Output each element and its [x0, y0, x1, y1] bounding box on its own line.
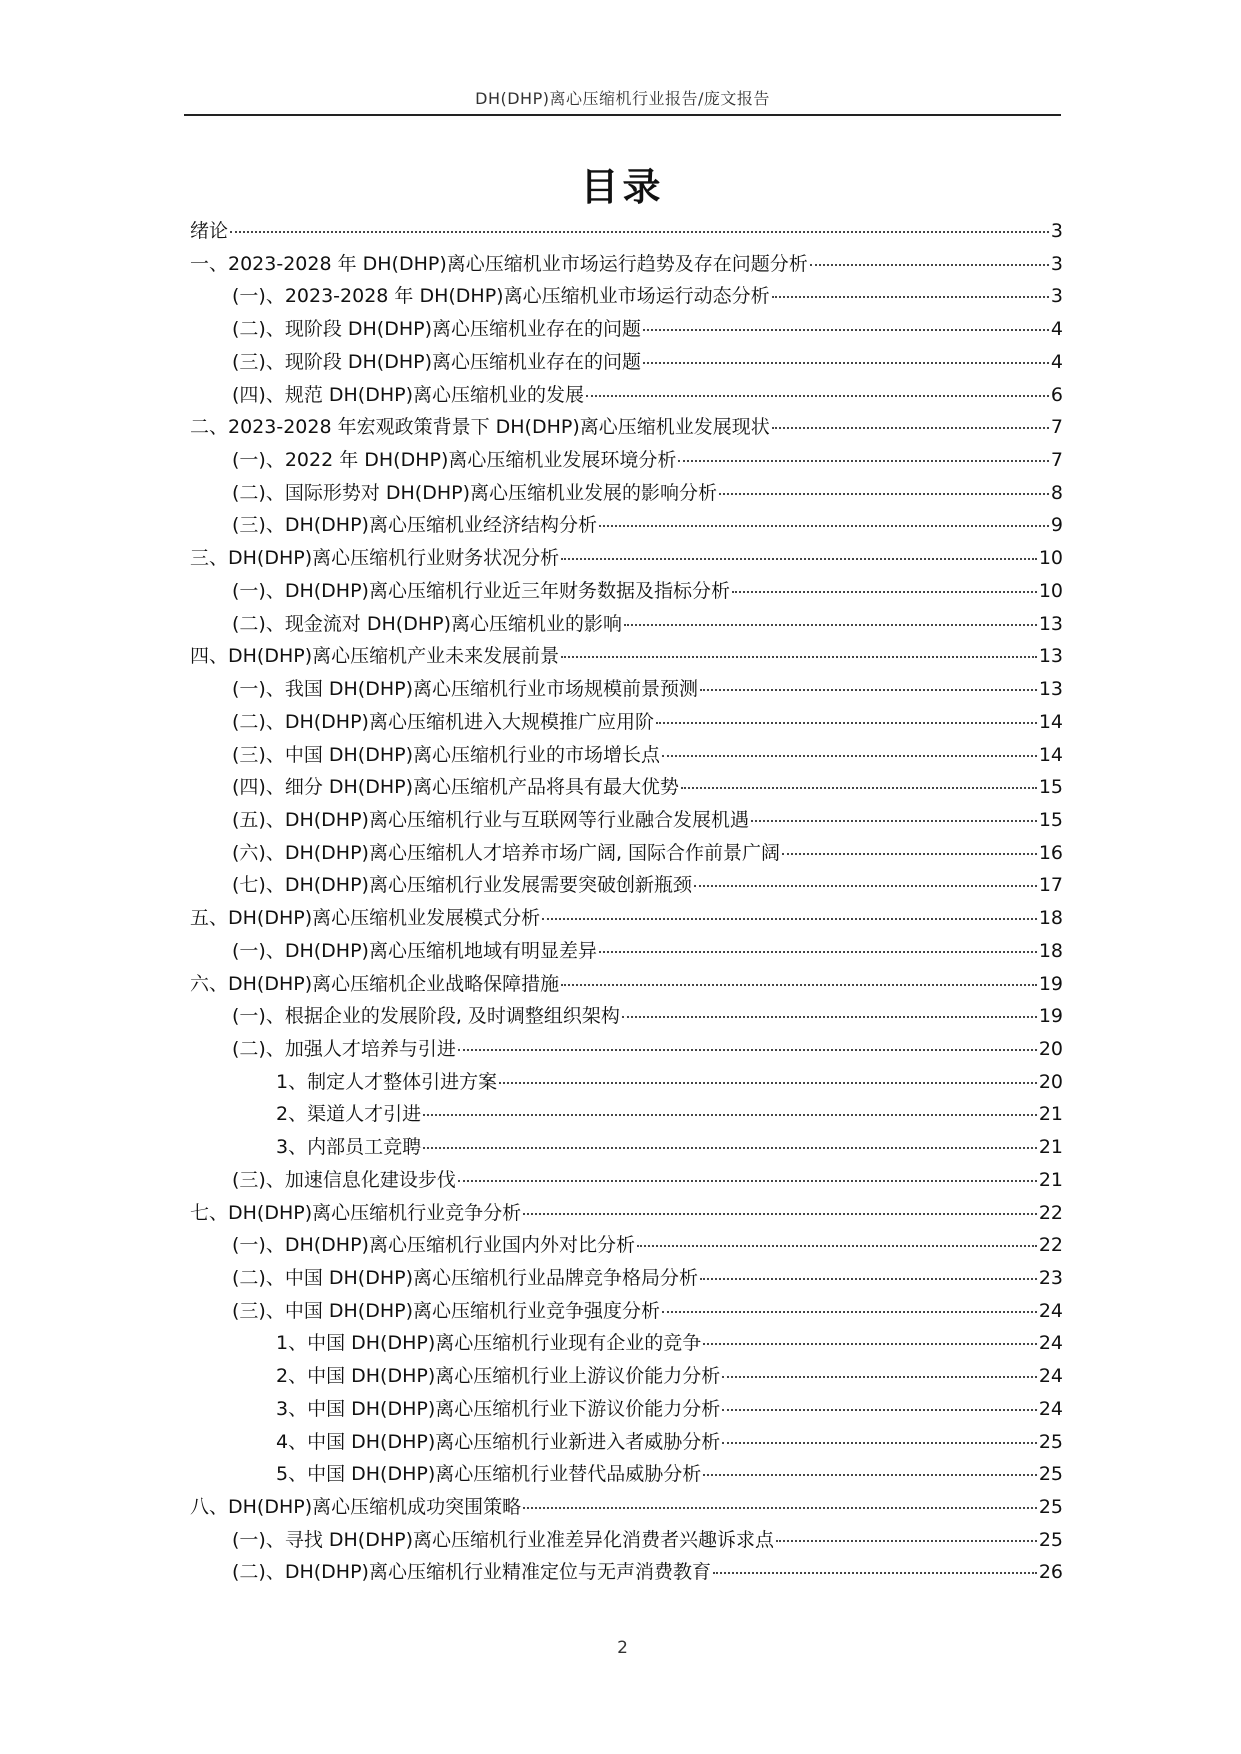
header-divider	[184, 114, 1061, 116]
toc-dot-leader	[681, 787, 1037, 789]
toc-dot-leader	[732, 591, 1037, 593]
toc-entry[interactable]	[190, 1033, 1063, 1066]
toc-dot-leader	[523, 1213, 1037, 1215]
toc-entry-page: 14	[1038, 710, 1063, 733]
toc-entry[interactable]	[190, 968, 1063, 1001]
toc-dot-leader	[458, 1049, 1037, 1051]
toc-entry[interactable]	[190, 1229, 1063, 1262]
toc-entry-title: 六、DH(DHP)离心压缩机企业战略保障措施	[190, 972, 560, 995]
toc-entry-page: 13	[1038, 645, 1063, 668]
toc-entry[interactable]	[190, 935, 1063, 968]
toc-entry-title: 4、中国 DH(DHP)离心压缩机行业新进入者威胁分析	[276, 1430, 721, 1453]
toc-entry-title: (一)、我国 DH(DHP)离心压缩机行业市场规模前景预测	[232, 678, 698, 701]
toc-entry-title: 五、DH(DHP)离心压缩机业发展模式分析	[190, 907, 541, 930]
toc-entry-title: (七)、DH(DHP)离心压缩机行业发展需要突破创新瓶颈	[232, 874, 692, 897]
toc-entry-title: (一)、根据企业的发展阶段, 及时调整组织架构	[232, 1005, 620, 1028]
toc-entry[interactable]	[190, 542, 1063, 575]
toc-entry[interactable]	[190, 215, 1063, 248]
toc-entry[interactable]	[190, 1098, 1063, 1131]
toc-entry[interactable]	[190, 706, 1063, 739]
toc-dot-leader	[499, 1082, 1037, 1084]
toc-entry-page: 13	[1038, 678, 1063, 701]
toc-entry-title: 1、制定人才整体引进方案	[276, 1070, 498, 1093]
toc-entry-title: (一)、2023-2028 年 DH(DHP)离心压缩机业市场运行动态分析	[232, 285, 770, 308]
toc-entry-title: (二)、国际形势对 DH(DHP)离心压缩机业发展的影响分析	[232, 481, 717, 504]
toc-dot-leader	[782, 853, 1037, 855]
toc-entry-page: 14	[1038, 743, 1063, 766]
toc-entry-page: 6	[1050, 383, 1063, 406]
toc-entry-page: 20	[1038, 1070, 1063, 1093]
toc-dot-leader	[624, 624, 1037, 626]
toc-entry-title: 3、内部员工竞聘	[276, 1136, 422, 1159]
toc-dot-leader	[772, 427, 1049, 429]
toc-entry-page: 24	[1038, 1397, 1063, 1420]
toc-dot-leader	[810, 264, 1049, 266]
toc-dot-leader	[599, 525, 1049, 527]
toc-entry[interactable]	[190, 902, 1063, 935]
toc-entry-page: 15	[1038, 808, 1063, 831]
toc-entry[interactable]	[190, 869, 1063, 902]
toc-entry-page: 22	[1038, 1201, 1063, 1224]
toc-entry[interactable]	[190, 1458, 1063, 1491]
toc-entry-title: (四)、规范 DH(DHP)离心压缩机业的发展	[232, 383, 584, 406]
toc-entry-title: (五)、DH(DHP)离心压缩机行业与互联网等行业融合发展机遇	[232, 808, 749, 831]
toc-entry[interactable]	[190, 1393, 1063, 1426]
toc-entry[interactable]	[190, 313, 1063, 346]
toc-dot-leader	[703, 1343, 1037, 1345]
running-header: DH(DHP)离心压缩机行业报告/庞文报告	[475, 89, 770, 108]
page-number: 2	[617, 1638, 628, 1658]
toc-entry-title: (三)、中国 DH(DHP)离心压缩机行业的市场增长点	[232, 743, 660, 766]
toc-entry-page: 16	[1038, 841, 1063, 864]
toc-dot-leader	[678, 460, 1049, 462]
toc-dot-leader	[643, 362, 1049, 364]
toc-entry-page: 25	[1038, 1430, 1063, 1453]
toc-entry[interactable]	[190, 575, 1063, 608]
toc-entry-page: 24	[1038, 1365, 1063, 1388]
toc-entry[interactable]	[190, 477, 1063, 510]
toc-dot-leader	[662, 755, 1037, 757]
toc-entry[interactable]	[190, 804, 1063, 837]
toc-dot-leader	[523, 1507, 1037, 1509]
toc-dot-leader	[561, 558, 1037, 560]
toc-entry-page: 15	[1038, 776, 1063, 799]
toc-entry-page: 25	[1038, 1463, 1063, 1486]
toc-dot-leader	[637, 1245, 1037, 1247]
toc-dot-leader	[423, 1147, 1037, 1149]
toc-dot-leader	[772, 296, 1049, 298]
toc-entry[interactable]	[190, 1131, 1063, 1164]
toc-entry[interactable]	[190, 1556, 1063, 1589]
toc-entry-title: (三)、现阶段 DH(DHP)离心压缩机业存在的问题	[232, 350, 641, 373]
toc-entry-title: (二)、DH(DHP)离心压缩机进入大规模推广应用阶	[232, 710, 654, 733]
toc-entry-page: 17	[1038, 874, 1063, 897]
toc-entry-title: 5、中国 DH(DHP)离心压缩机行业替代品威胁分析	[276, 1463, 702, 1486]
toc-dot-leader	[700, 1278, 1037, 1280]
toc-entry-page: 22	[1038, 1234, 1063, 1257]
toc-entry[interactable]	[190, 739, 1063, 772]
toc-entry-title: (二)、DH(DHP)离心压缩机行业精准定位与无声消费教育	[232, 1561, 711, 1584]
table-of-contents	[190, 215, 1063, 1589]
toc-entry[interactable]	[190, 1262, 1063, 1295]
toc-dot-leader	[656, 722, 1037, 724]
toc-entry[interactable]	[190, 771, 1063, 804]
toc-entry-title: (三)、DH(DHP)离心压缩机业经济结构分析	[232, 514, 597, 537]
toc-entry[interactable]	[190, 837, 1063, 870]
toc-entry-page: 3	[1050, 252, 1063, 275]
toc-entry-page: 21	[1038, 1136, 1063, 1159]
toc-entry[interactable]	[190, 640, 1063, 673]
toc-entry-page: 23	[1038, 1267, 1063, 1289]
toc-dot-leader	[599, 951, 1037, 953]
toc-dot-leader	[458, 1180, 1037, 1182]
toc-dot-leader	[713, 1572, 1037, 1574]
toc-title: 目录	[580, 165, 665, 209]
toc-entry-title: 绪论	[190, 220, 229, 242]
toc-dot-leader	[423, 1114, 1037, 1116]
toc-entry-page: 8	[1050, 481, 1063, 504]
toc-dot-leader	[662, 1311, 1037, 1313]
toc-entry-page: 18	[1038, 907, 1063, 930]
toc-entry-title: (三)、加速信息化建设步伐	[232, 1168, 456, 1191]
toc-entry-title: 二、2023-2028 年宏观政策背景下 DH(DHP)离心压缩机业发展现状	[190, 416, 770, 439]
toc-entry-page: 4	[1050, 350, 1063, 373]
toc-dot-leader	[586, 395, 1049, 397]
toc-entry-title: 八、DH(DHP)离心压缩机成功突围策略	[190, 1496, 522, 1519]
toc-entry[interactable]	[190, 346, 1063, 379]
toc-entry-title: 一、2023-2028 年 DH(DHP)离心压缩机业市场运行趋势及存在问题分析	[190, 252, 808, 275]
toc-entry-title: 1、中国 DH(DHP)离心压缩机行业现有企业的竞争	[276, 1332, 702, 1355]
toc-entry[interactable]	[190, 1360, 1063, 1393]
toc-dot-leader	[751, 820, 1037, 822]
toc-entry-title: (二)、中国 DH(DHP)离心压缩机行业品牌竞争格局分析	[232, 1267, 698, 1289]
toc-entry-title: (三)、中国 DH(DHP)离心压缩机行业竞争强度分析	[232, 1299, 660, 1322]
toc-entry[interactable]	[190, 411, 1063, 444]
toc-dot-leader	[776, 1540, 1037, 1542]
toc-entry-title: 3、中国 DH(DHP)离心压缩机行业下游议价能力分析	[276, 1397, 721, 1420]
toc-entry-title: 2、中国 DH(DHP)离心压缩机行业上游议价能力分析	[276, 1365, 721, 1388]
toc-entry-page: 25	[1038, 1528, 1063, 1551]
toc-dot-leader	[561, 656, 1037, 658]
toc-entry-page: 7	[1050, 449, 1063, 472]
toc-entry-page: 10	[1038, 579, 1063, 602]
toc-entry[interactable]	[190, 280, 1063, 313]
toc-dot-leader	[561, 984, 1037, 986]
toc-entry-page: 19	[1038, 1005, 1063, 1028]
toc-entry-title: (二)、现阶段 DH(DHP)离心压缩机业存在的问题	[232, 318, 641, 341]
toc-entry-page: 7	[1050, 416, 1063, 439]
toc-entry[interactable]	[190, 1295, 1063, 1328]
toc-entry-title: (六)、DH(DHP)离心压缩机人才培养市场广阔, 国际合作前景广阔	[232, 841, 781, 864]
toc-entry-page: 20	[1038, 1037, 1063, 1060]
toc-dot-leader	[643, 329, 1049, 331]
toc-dot-leader	[694, 885, 1037, 887]
toc-dot-leader	[700, 689, 1037, 691]
toc-entry-page: 24	[1038, 1299, 1063, 1322]
toc-dot-leader	[703, 1474, 1037, 1476]
toc-entry[interactable]	[190, 1197, 1063, 1230]
toc-entry-page: 21	[1038, 1103, 1063, 1126]
toc-entry-page: 25	[1038, 1496, 1063, 1519]
toc-entry-page: 3	[1050, 285, 1063, 308]
toc-entry-title: (二)、现金流对 DH(DHP)离心压缩机业的影响	[232, 612, 622, 635]
toc-entry-page: 26	[1038, 1561, 1063, 1584]
toc-entry[interactable]	[190, 1164, 1063, 1197]
toc-dot-leader	[719, 493, 1049, 495]
toc-entry-title: (一)、寻找 DH(DHP)离心压缩机行业准差异化消费者兴趣诉求点	[232, 1528, 774, 1551]
toc-dot-leader	[230, 231, 1049, 233]
toc-entry[interactable]	[190, 444, 1063, 477]
toc-entry[interactable]	[190, 379, 1063, 412]
toc-entry-title: 四、DH(DHP)离心压缩机产业未来发展前景	[190, 645, 560, 668]
toc-entry-page: 3	[1050, 220, 1063, 242]
toc-entry-page: 21	[1038, 1168, 1063, 1191]
toc-entry-title: (一)、DH(DHP)离心压缩机行业国内外对比分析	[232, 1234, 635, 1257]
toc-entry-title: (四)、细分 DH(DHP)离心压缩机产品将具有最大优势	[232, 776, 679, 799]
toc-entry[interactable]	[190, 608, 1063, 641]
toc-entry[interactable]	[190, 1524, 1063, 1557]
toc-entry[interactable]	[190, 1426, 1063, 1459]
toc-entry-page: 9	[1050, 514, 1063, 537]
toc-entry-title: (一)、DH(DHP)离心压缩机行业近三年财务数据及指标分析	[232, 579, 730, 602]
toc-entry[interactable]	[190, 248, 1063, 281]
toc-dot-leader	[722, 1376, 1037, 1378]
toc-dot-leader	[622, 1016, 1037, 1018]
toc-entry[interactable]	[190, 1327, 1063, 1360]
toc-entry-page: 4	[1050, 318, 1063, 341]
toc-entry-title: (二)、加强人才培养与引进	[232, 1037, 456, 1060]
toc-entry-title: 2、渠道人才引进	[276, 1103, 422, 1126]
toc-entry-page: 10	[1038, 547, 1063, 570]
toc-entry[interactable]	[190, 509, 1063, 542]
toc-entry-title: 七、DH(DHP)离心压缩机行业竞争分析	[190, 1201, 522, 1224]
toc-entry[interactable]	[190, 673, 1063, 706]
toc-dot-leader	[722, 1409, 1037, 1411]
toc-entry-page: 24	[1038, 1332, 1063, 1355]
toc-entry-page: 13	[1038, 612, 1063, 635]
toc-dot-leader	[542, 918, 1037, 920]
toc-entry-page: 19	[1038, 972, 1063, 995]
toc-entry-title: (一)、DH(DHP)离心压缩机地域有明显差异	[232, 939, 597, 962]
toc-dot-leader	[722, 1442, 1037, 1444]
toc-entry-title: 三、DH(DHP)离心压缩机行业财务状况分析	[190, 547, 560, 570]
toc-entry[interactable]	[190, 1000, 1063, 1033]
toc-entry[interactable]	[190, 1491, 1063, 1524]
toc-entry[interactable]	[190, 1066, 1063, 1099]
toc-entry-page: 18	[1038, 939, 1063, 962]
toc-entry-title: (一)、2022 年 DH(DHP)离心压缩机业发展环境分析	[232, 449, 677, 472]
